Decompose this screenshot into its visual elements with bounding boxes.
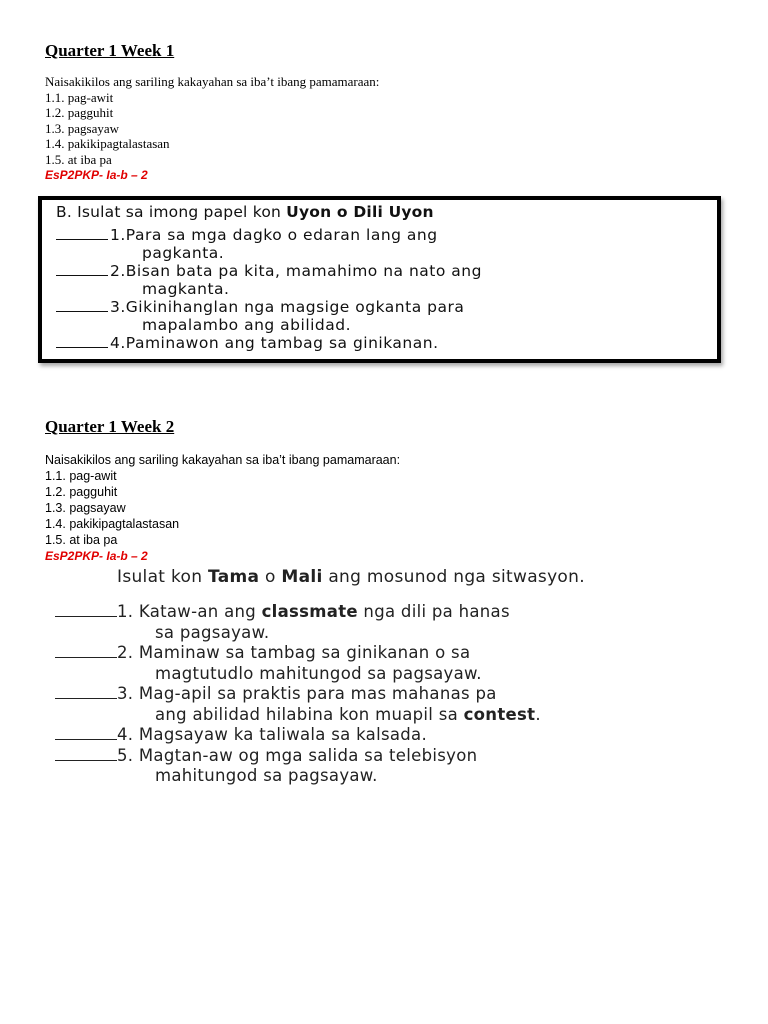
question-number: 3. <box>117 684 134 703</box>
instruction-bold-text: Uyon o Dili Uyon <box>286 203 434 221</box>
question-text-continued: magkanta. <box>142 280 230 298</box>
week1-skill-list <box>45 90 745 168</box>
question-item <box>55 684 745 725</box>
list-item: 1.4. pakikipagtalastasan <box>45 136 170 151</box>
question-text-continued: sa pagsayaw. <box>155 622 270 642</box>
question-item <box>55 643 745 684</box>
question-item <box>56 262 707 298</box>
question-number: 5. <box>117 745 134 765</box>
answer-blank[interactable] <box>55 686 117 699</box>
week2-competency-code: EsP2PKP- Ia-b – 2 <box>45 549 148 563</box>
question-text-continued: mahitungod sa pagsayaw. <box>155 766 378 785</box>
week1-exercise-instruction <box>56 202 707 222</box>
instruction-text: B. Isulat sa imong papel kon <box>56 203 287 221</box>
question-text: Magsayaw ka taliwala sa kalsada. <box>133 725 427 744</box>
list-item: 1.5. at iba pa <box>45 151 112 167</box>
question-text: ang abilidad hilabina kon muapil sa <box>155 704 464 724</box>
answer-blank[interactable] <box>55 645 117 658</box>
instruction-bold-text: Tama <box>207 567 260 587</box>
list-item: 1.3. pagsayaw <box>45 120 120 136</box>
question-number: 1. <box>117 602 134 621</box>
question-item <box>55 725 745 746</box>
question-text-continued <box>55 705 745 726</box>
question-text: Bisan bata pa kita, mamahimo na nato ang <box>125 262 482 280</box>
list-item: 1.4. pakikipagtalastasan <box>45 517 180 531</box>
week2-title: Quarter 1 Week 2 <box>45 417 175 436</box>
question-text: . <box>535 704 541 724</box>
question-number: 2. <box>110 262 126 280</box>
list-item: 1.2. pagguhit <box>45 105 114 120</box>
answer-blank[interactable] <box>56 335 108 348</box>
answer-blank[interactable] <box>55 748 117 761</box>
list-item: 1.3. pagsayaw <box>45 501 126 515</box>
question-number: 4. <box>110 334 126 352</box>
question-number: 2. <box>117 643 134 662</box>
question-item <box>56 298 707 334</box>
week1-title: Quarter 1 Week 1 <box>45 41 175 60</box>
week1-question-list <box>56 226 707 352</box>
answer-blank[interactable] <box>55 604 117 617</box>
answer-blank[interactable] <box>56 299 108 312</box>
question-text: nga dili pa hanas <box>357 602 510 621</box>
question-text-continued: magtutudlo mahitungod sa pagsayaw. <box>155 663 482 683</box>
week2-exercise <box>55 566 745 787</box>
week2-question-list <box>55 602 745 787</box>
week2-skill-list <box>45 468 745 548</box>
question-bold-text: contest <box>463 704 536 724</box>
question-text: Gikinihanglan nga magsige ogkanta para <box>125 298 465 316</box>
list-item: 1.5. at iba pa <box>45 533 118 547</box>
question-text: Magtan-aw og mga salida sa telebisyon <box>133 745 478 765</box>
question-bold-text: classmate <box>261 602 358 621</box>
question-text: Maminaw sa tambag sa ginikanan o sa <box>133 643 471 662</box>
question-number: 4. <box>117 725 134 744</box>
list-item: 1.1. pag-awit <box>45 469 117 483</box>
question-item <box>55 746 745 787</box>
week1-exercise-box <box>38 196 721 363</box>
question-text: Kataw-an ang <box>133 602 262 621</box>
week2-section <box>45 416 745 564</box>
answer-blank[interactable] <box>55 727 117 740</box>
instruction-bold-text: Mali <box>281 567 323 587</box>
question-text: Para sa mga dagko o edaran lang ang <box>125 226 438 244</box>
instruction-text: ang mosunod nga sitwasyon. <box>322 567 585 587</box>
question-text: Paminawon ang tambag sa ginikanan. <box>125 334 439 352</box>
question-text-continued: pagkanta. <box>142 244 225 262</box>
answer-blank[interactable] <box>56 227 108 240</box>
list-item: 1.2. pagguhit <box>45 485 118 499</box>
question-text-continued: mapalambo ang abilidad. <box>142 316 352 334</box>
question-item <box>56 334 707 352</box>
answer-blank[interactable] <box>56 263 108 276</box>
instruction-text: Isulat kon <box>117 567 208 587</box>
week1-section <box>45 40 745 183</box>
week1-competency-code: EsP2PKP- Ia-b – 2 <box>45 168 148 182</box>
question-item <box>55 602 745 643</box>
week2-exercise-instruction <box>55 566 677 588</box>
instruction-text: o <box>259 567 282 587</box>
question-item <box>56 226 707 262</box>
question-number: 1. <box>110 226 126 244</box>
week1-intro: Naisakikilos ang sariling kakayahan sa iba’t ibang pamamaraan: <box>45 74 380 89</box>
week2-intro: Naisakikilos ang sariling kakayahan sa iba’t ibang pamamaraan: <box>45 453 401 467</box>
question-number: 3. <box>110 298 126 316</box>
list-item: 1.1. pag-awit <box>45 89 114 105</box>
question-text: Mag-apil sa praktis para mas mahanas pa <box>133 684 497 703</box>
